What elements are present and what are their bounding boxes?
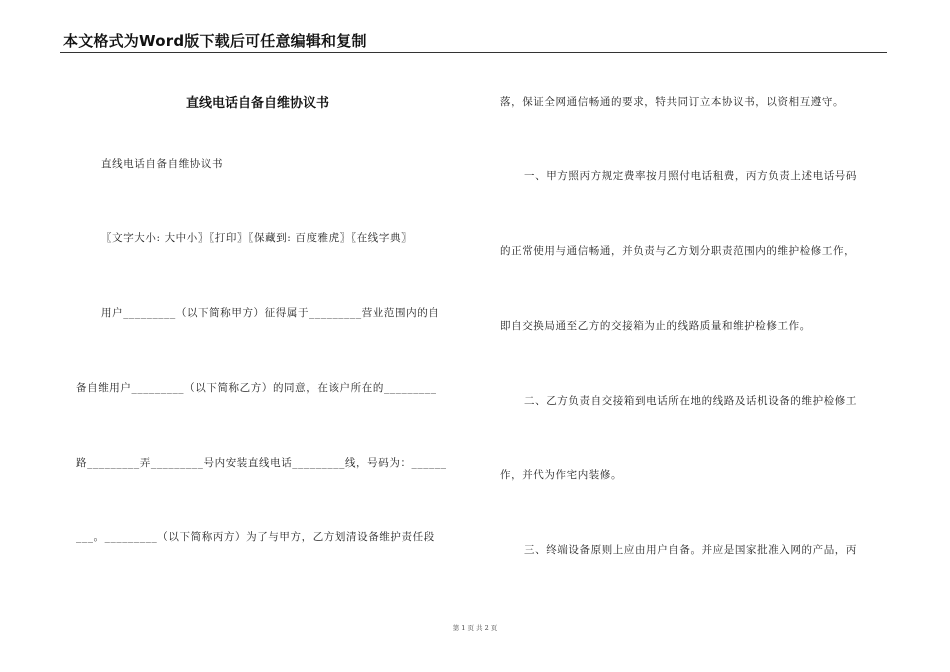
paragraph-line: 二、乙方负责自交接箱到电话所在地的线路及话机设备的维护检修工 — [524, 395, 857, 407]
paragraph-line: 路_________弄_________号内安装直线电话_________线，号码为：______ — [76, 457, 447, 469]
paragraph-line: 直线电话自备自维协议书 — [101, 158, 224, 170]
paragraph-line: ___。_________（以下简称丙方）为了与甲方，乙方划清设备维护责任段 — [76, 531, 435, 543]
paragraph-line: 即自交换局通至乙方的交接箱为止的线路质量和维护检修工作。 — [500, 320, 811, 332]
paragraph-line: 三、终端设备原则上应由用户自备。并应是国家批准入网的产品，丙 — [524, 544, 857, 556]
download-banner: 本文格式为Word版下载后可任意编辑和复制 — [63, 32, 367, 50]
paragraph-line: 一、甲方照丙方规定费率按月照付电话租费，丙方负责上述电话号码 — [524, 170, 857, 182]
page-number: 第 1 页 共 2 页 — [452, 624, 498, 632]
document-title: 直线电话自备自维协议书 — [186, 96, 330, 111]
paragraph-line: 落，保证全网通信畅通的要求，特共同订立本协议书，以资相互遵守。 — [500, 96, 845, 108]
paragraph-line: 〖文字大小: 大中小〗〖打印〗〖保藏到: 百度雅虎〗〖在线字典〗 — [101, 232, 413, 244]
paragraph-line: 的正常使用与通信畅通，并负责与乙方划分职责范围内的维护检修工作， — [500, 245, 856, 257]
paragraph-line: 用户_________（以下简称甲方）征得属于_________营业范围内的自 — [101, 307, 440, 319]
paragraph-line: 备自维用户_________（以下简称乙方）的同意，在该户所在的_________ — [76, 382, 437, 394]
paragraph-line: 作，并代为作宅内装修。 — [500, 469, 623, 481]
header-divider — [60, 52, 887, 53]
